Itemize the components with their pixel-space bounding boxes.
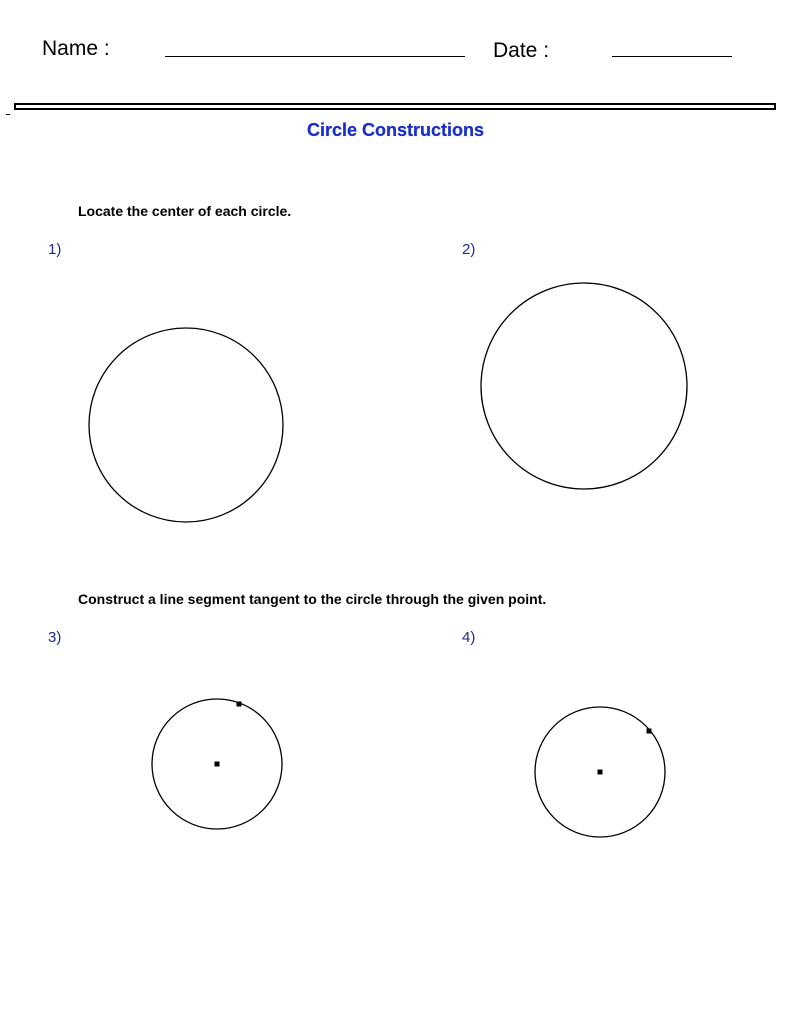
date-label: Date : — [493, 39, 550, 62]
problem-2-circle — [481, 283, 687, 489]
problem-3-given-point — [237, 702, 242, 707]
problem-4-number: 4) — [462, 629, 476, 646]
section-2-instruction: Construct a line segment tangent to the circle through the given point. — [78, 591, 547, 607]
page-title: Circle Constructions — [306, 120, 485, 140]
problem-3-number: 3) — [48, 629, 62, 646]
problem-1-circle — [89, 328, 283, 522]
problem-4-center-point — [598, 770, 603, 775]
problem-3-center-point — [215, 762, 220, 767]
section-1-instruction: Locate the center of each circle. — [78, 203, 292, 219]
problem-4-given-point — [647, 729, 652, 734]
problem-1-number: 1) — [48, 241, 62, 258]
problem-2-number: 2) — [462, 241, 476, 258]
name-label: Name : — [42, 37, 110, 60]
